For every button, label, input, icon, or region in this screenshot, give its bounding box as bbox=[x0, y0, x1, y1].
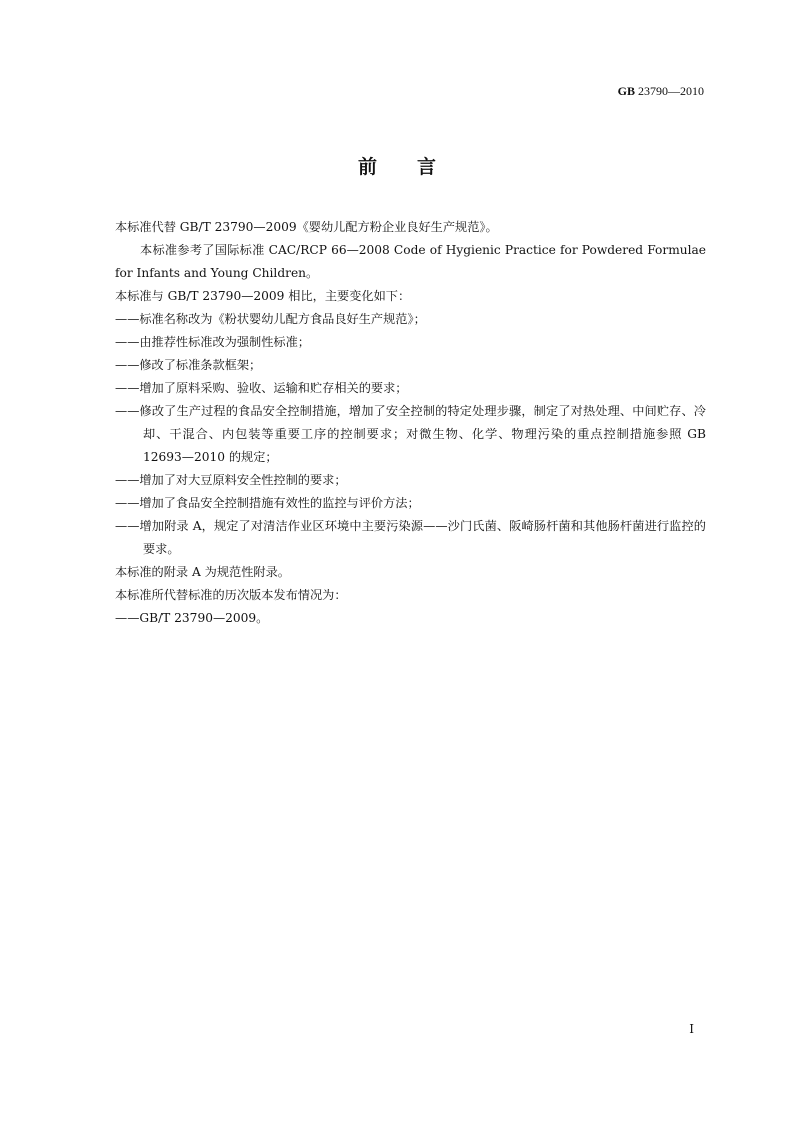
change-item: ——修改了生产过程的食品安全控制措施，增加了安全控制的特定处理步骤，制定了对热处理、中间贮存、冷却、干混合、内包装等重要工序的控制要求；对微生物、化学、物理污染的重点控制措施参照 GB 12693—2010 的规定； bbox=[115, 404, 706, 464]
paragraph-history-intro: 本标准所代替标准的历次版本发布情况为： bbox=[115, 588, 347, 602]
standard-code-number: 23790—2010 bbox=[638, 84, 704, 98]
document-body bbox=[90, 216, 706, 630]
change-item: ——增加附录 A，规定了对清洁作业区环境中主要污染源——沙门氏菌、阪崎肠杆菌和其他肠杆菌进行监控的要求。 bbox=[115, 519, 706, 556]
standard-code-prefix: GB bbox=[617, 84, 635, 98]
paragraph-annex: 本标准的附录 A 为规范性附录。 bbox=[115, 565, 290, 579]
history-item: ——GB/T 23790—2009。 bbox=[115, 611, 269, 625]
change-item: ——由推荐性标准改为强制性标准； bbox=[115, 335, 310, 349]
change-item: ——增加了对大豆原料安全性控制的要求； bbox=[115, 473, 347, 487]
paragraph-changes-intro: 本标准与 GB/T 23790—2009 相比，主要变化如下： bbox=[115, 289, 411, 303]
change-item: ——增加了原料采购、验收、运输和贮存相关的要求； bbox=[115, 381, 408, 395]
paragraph-replaces: 本标准代替 GB/T 23790—2009《婴幼儿配方粉企业良好生产规范》。 bbox=[115, 220, 498, 234]
change-item: ——修改了标准条款框架； bbox=[115, 358, 262, 372]
page-title: 前言 bbox=[357, 156, 476, 178]
change-item: ——标准名称改为《粉状婴幼儿配方食品良好生产规范》； bbox=[115, 312, 426, 326]
paragraph-reference: 本标准参考了国际标准 CAC/RCP 66—2008 Code of Hygienic Practice for Powdered Formulae for Infants and Young Children。 bbox=[115, 243, 706, 280]
page-number: I bbox=[689, 1022, 694, 1036]
change-item: ——增加了食品安全控制措施有效性的监控与评价方法； bbox=[115, 496, 420, 510]
standard-code bbox=[618, 84, 704, 99]
